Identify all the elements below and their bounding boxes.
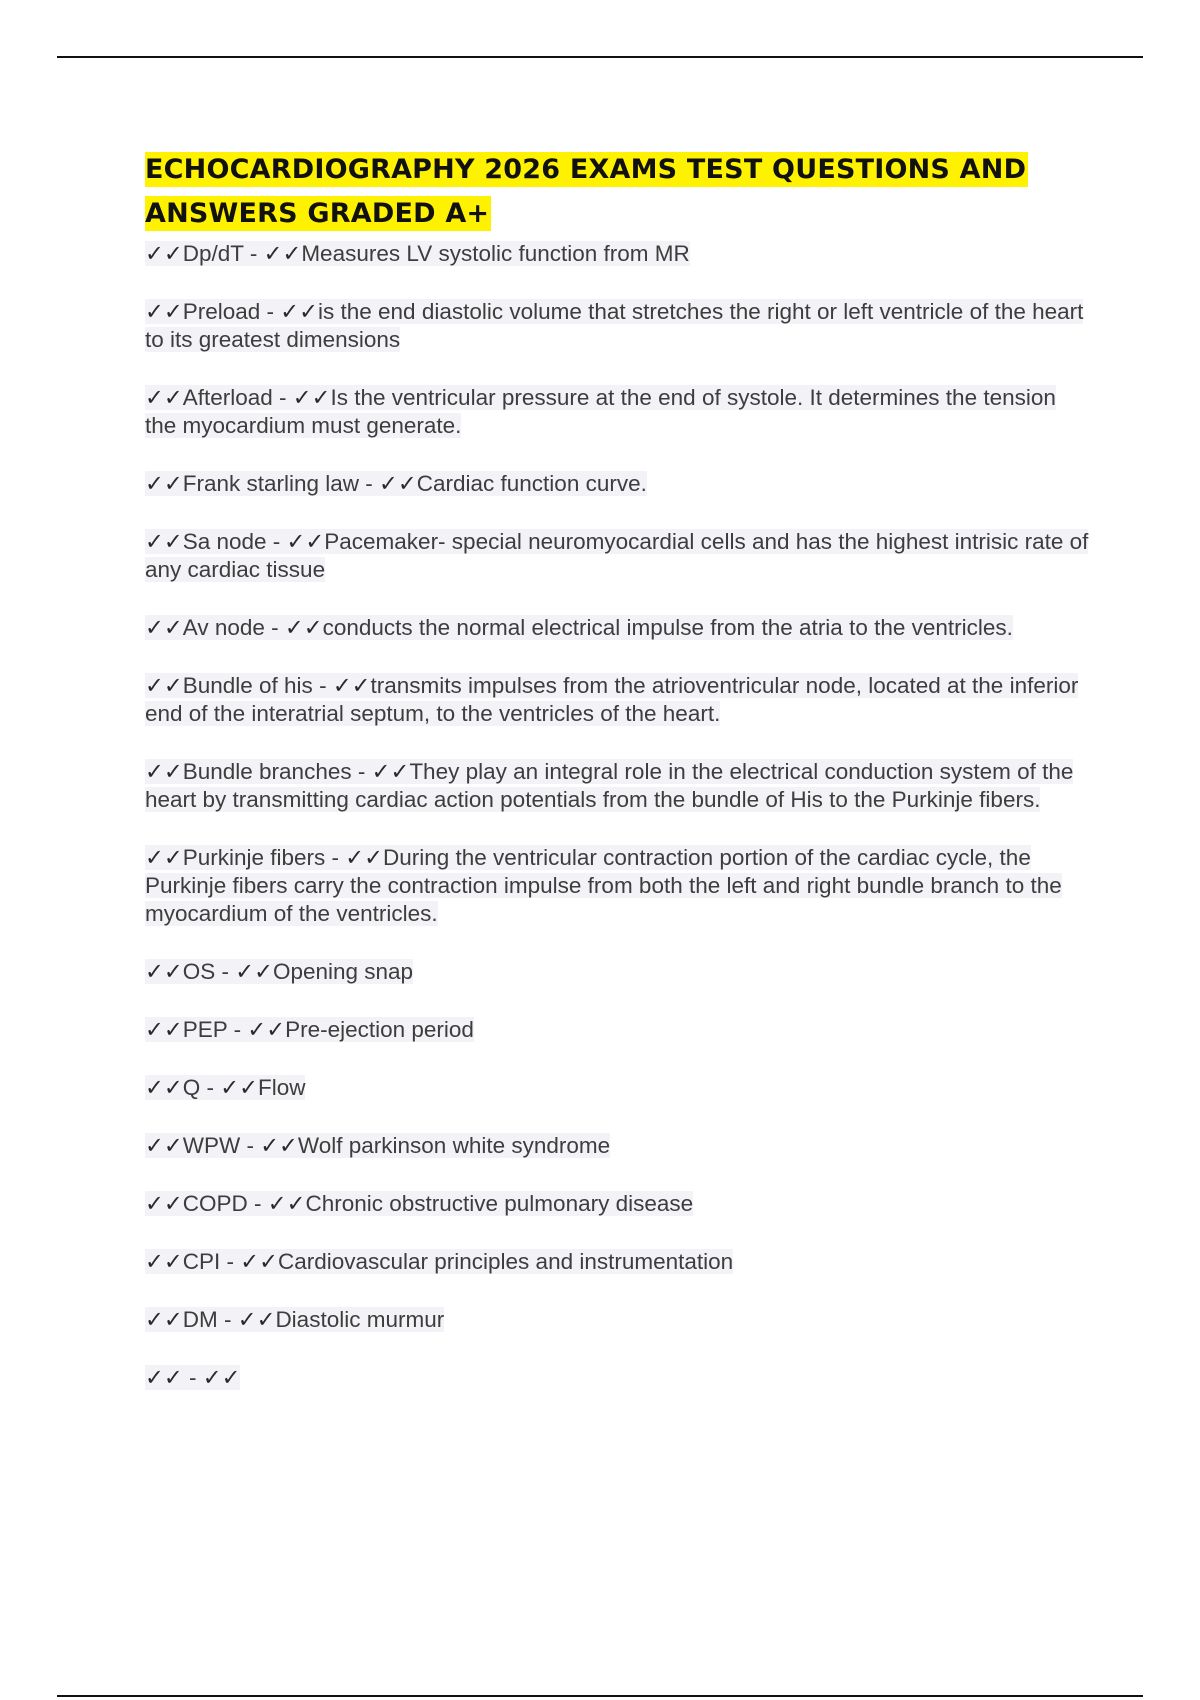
checkmark-icon: ✓✓	[240, 1249, 278, 1274]
qa-item-text	[145, 615, 1013, 640]
qa-separator: -	[215, 959, 236, 984]
qa-separator: -	[266, 529, 287, 554]
qa-term: CPI	[182, 1249, 221, 1274]
qa-definition: Is the ventricular pressure at the end of systole. It determines the tension the myocardium must generate.	[145, 385, 1056, 438]
document-title: ECHOCARDIOGRAPHY 2026 EXAMS TEST QUESTIONS AND ANSWERS GRADED A+	[145, 154, 1027, 229]
qa-separator: -	[359, 471, 380, 496]
qa-separator: -	[220, 1249, 241, 1274]
document-body	[145, 148, 1095, 1392]
qa-separator: -	[351, 759, 372, 784]
qa-item-text	[145, 471, 647, 496]
checkmark-icon: ✓✓	[145, 1075, 183, 1100]
qa-definition: conducts the normal electrical impulse from the atria to the ventricles.	[322, 615, 1013, 640]
qa-term: WPW	[182, 1133, 241, 1158]
qa-separator: -	[247, 1191, 268, 1216]
checkmark-icon: ✓✓	[202, 1365, 241, 1390]
checkmark-icon: ✓✓	[284, 615, 323, 640]
footer-rule	[57, 1695, 1143, 1697]
qa-item	[145, 844, 1090, 928]
qa-item-text	[145, 759, 1073, 812]
qa-definition: Pacemaker- special neuromyocardial cells and has the highest intrisic rate of any cardiac tissue	[145, 529, 1089, 582]
qa-item-text	[145, 299, 1083, 352]
qa-item-text	[145, 845, 1062, 926]
qa-term: Sa node	[182, 529, 267, 554]
checkmark-icon: ✓✓	[145, 673, 183, 698]
qa-item	[145, 240, 1090, 268]
qa-separator: -	[312, 673, 333, 698]
qa-term: Bundle of his	[182, 673, 313, 698]
qa-item	[145, 470, 1090, 498]
checkmark-icon: ✓✓	[145, 615, 183, 640]
qa-item-text	[145, 1249, 733, 1274]
checkmark-icon: ✓✓	[145, 845, 183, 870]
qa-separator: -	[260, 299, 281, 324]
qa-item	[145, 298, 1090, 354]
qa-definition: Pre-ejection period	[285, 1017, 474, 1042]
qa-separator: -	[217, 1307, 238, 1332]
qa-item	[145, 1190, 1090, 1218]
qa-list	[145, 240, 1095, 1392]
qa-separator: -	[272, 385, 293, 410]
qa-term: Frank starling law	[182, 471, 360, 496]
qa-item	[145, 758, 1090, 814]
checkmark-icon: ✓✓	[237, 1307, 276, 1332]
checkmark-icon: ✓✓	[145, 385, 183, 410]
checkmark-icon: ✓✓	[145, 1191, 183, 1216]
qa-separator: -	[243, 241, 264, 266]
qa-definition: Chronic obstructive pulmonary disease	[305, 1191, 694, 1216]
qa-definition: Measures LV systolic function from MR	[301, 241, 690, 266]
qa-term: Q	[182, 1075, 201, 1100]
qa-item	[145, 1016, 1090, 1044]
qa-item-text	[145, 1307, 444, 1332]
checkmark-icon: ✓✓	[145, 471, 183, 496]
qa-item-text	[145, 673, 1078, 726]
qa-item-text	[145, 1133, 610, 1158]
qa-item	[145, 384, 1090, 440]
checkmark-icon: ✓✓	[247, 1017, 286, 1042]
qa-definition: Diastolic murmur	[275, 1307, 445, 1332]
qa-separator: -	[200, 1075, 221, 1100]
qa-item	[145, 672, 1090, 728]
qa-item-text	[145, 1075, 305, 1100]
checkmark-icon: ✓✓	[145, 1133, 183, 1158]
checkmark-icon: ✓✓	[145, 1249, 183, 1274]
qa-term: Preload	[182, 299, 261, 324]
checkmark-icon: ✓✓	[345, 845, 383, 870]
qa-term: Av node	[182, 615, 265, 640]
qa-definition: Flow	[257, 1075, 306, 1100]
qa-definition: Wolf parkinson white syndrome	[297, 1133, 611, 1158]
checkmark-icon: ✓✓	[235, 959, 273, 984]
qa-term: Dp/dT	[182, 241, 244, 266]
checkmark-icon: ✓✓	[145, 529, 183, 554]
qa-term: Purkinje fibers	[182, 845, 326, 870]
checkmark-icon: ✓✓	[292, 385, 331, 410]
checkmark-icon: ✓✓	[145, 959, 183, 984]
qa-item-text	[145, 241, 690, 266]
qa-definition: During the ventricular contraction portion of the cardiac cycle, the Purkinje fibers carry the contraction impulse from both the left and right bundle branch to the myocardium of the ventricles.	[145, 845, 1062, 926]
checkmark-icon: ✓✓	[379, 471, 417, 496]
qa-item	[145, 1074, 1090, 1102]
qa-separator: -	[240, 1133, 261, 1158]
qa-separator: -	[227, 1017, 248, 1042]
checkmark-icon: ✓✓	[332, 673, 371, 698]
qa-definition: transmits impulses from the atrioventricular node, located at the inferior end of the interatrial septum, to the ventricles of the heart.	[145, 673, 1079, 726]
checkmark-icon: ✓✓	[145, 759, 183, 784]
qa-item	[145, 1364, 1090, 1392]
qa-term: Afterload	[182, 385, 273, 410]
qa-definition: is the end diastolic volume that stretches the right or left ventricle of the heart to its greatest dimensions	[145, 299, 1084, 352]
qa-item	[145, 1132, 1090, 1160]
qa-separator: -	[325, 845, 346, 870]
qa-separator: -	[182, 1365, 203, 1390]
checkmark-icon: ✓✓	[145, 241, 183, 266]
checkmark-icon: ✓✓	[145, 299, 183, 324]
qa-definition: They play an integral role in the electrical conduction system of the heart by transmitting cardiac action potentials from the bundle of His to the Purkinje fibers.	[145, 759, 1074, 812]
checkmark-icon: ✓✓	[145, 1365, 183, 1390]
checkmark-icon: ✓✓	[145, 1017, 183, 1042]
checkmark-icon: ✓✓	[220, 1075, 258, 1100]
qa-item-text	[145, 385, 1056, 438]
qa-item	[145, 1306, 1090, 1334]
qa-term: OS	[182, 959, 216, 984]
qa-item-text	[145, 1017, 474, 1042]
qa-separator: -	[264, 615, 285, 640]
qa-definition: Opening snap	[272, 959, 414, 984]
checkmark-icon: ✓✓	[260, 1133, 298, 1158]
qa-item-text	[145, 1365, 240, 1390]
qa-definition: Cardiovascular principles and instrumentation	[277, 1249, 734, 1274]
checkmark-icon: ✓✓	[267, 1191, 306, 1216]
qa-item	[145, 1248, 1090, 1276]
qa-item	[145, 528, 1090, 584]
qa-item	[145, 614, 1090, 642]
qa-term: COPD	[182, 1191, 248, 1216]
qa-definition: Cardiac function curve.	[416, 471, 647, 496]
checkmark-icon: ✓✓	[280, 299, 318, 324]
qa-item-text	[145, 1191, 693, 1216]
checkmark-icon: ✓✓	[145, 1307, 183, 1332]
qa-term: PEP	[182, 1017, 228, 1042]
qa-term: DM	[182, 1307, 218, 1332]
header-rule	[57, 56, 1143, 58]
qa-term: Bundle branches	[182, 759, 352, 784]
qa-item-text	[145, 529, 1088, 582]
qa-item	[145, 958, 1090, 986]
qa-item-text	[145, 959, 413, 984]
checkmark-icon: ✓✓	[371, 759, 410, 784]
checkmark-icon: ✓✓	[286, 529, 325, 554]
checkmark-icon: ✓✓	[263, 241, 302, 266]
